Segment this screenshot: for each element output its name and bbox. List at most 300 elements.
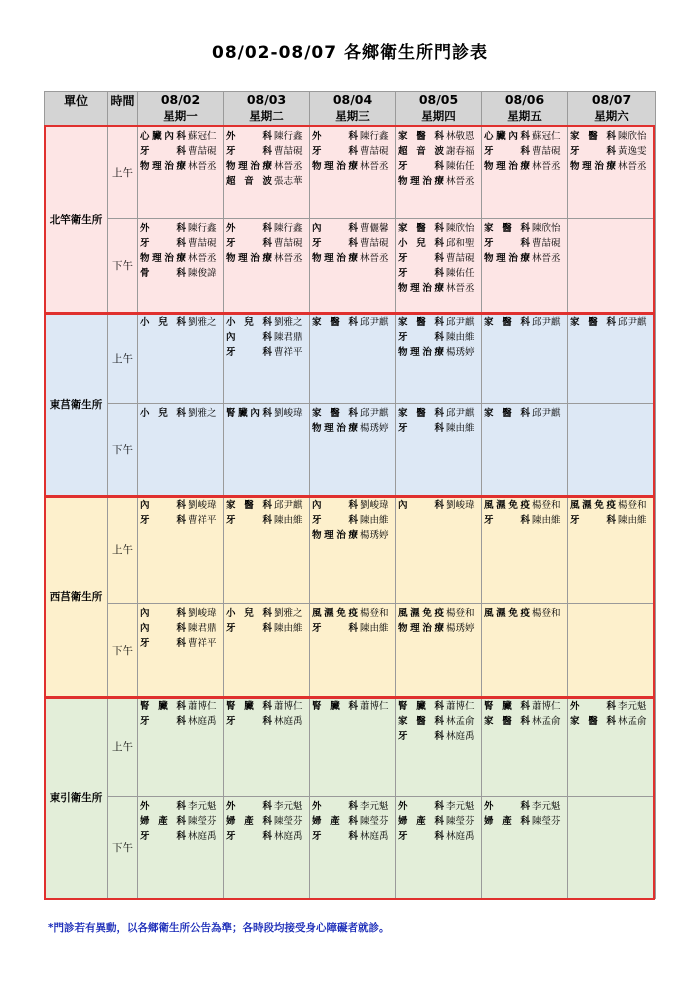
doctor-entry bbox=[226, 621, 309, 636]
doctor-name: 陳由維 bbox=[274, 515, 303, 526]
doctor-entry bbox=[570, 714, 655, 729]
department: 牙 科 bbox=[398, 731, 444, 742]
department: 物理治療 bbox=[226, 161, 272, 172]
doctor-entry bbox=[484, 498, 567, 513]
department: 牙 科 bbox=[312, 238, 358, 249]
doctor-entry bbox=[398, 159, 481, 174]
doctor-name: 劉峻瑋 bbox=[446, 500, 475, 511]
time-slot: 下午 bbox=[108, 604, 138, 697]
department: 牙 科 bbox=[570, 146, 616, 157]
doctor-entry bbox=[570, 699, 655, 714]
header-row bbox=[45, 92, 656, 127]
doctor-name: 陳君鼎 bbox=[188, 623, 217, 634]
doctor-name: 邱尹麒 bbox=[360, 408, 389, 419]
doctor-name: 陳行鑫 bbox=[188, 223, 217, 234]
schedule-cell bbox=[396, 604, 482, 697]
department: 婦產科 bbox=[312, 816, 358, 827]
doctor-name: 林庭禹 bbox=[446, 731, 475, 742]
doctor-entry bbox=[398, 606, 481, 621]
schedule-cell bbox=[310, 219, 396, 313]
doctor-name: 林敬恩 bbox=[446, 131, 475, 142]
day-date: 08/07 bbox=[591, 92, 632, 107]
department: 牙 科 bbox=[312, 623, 358, 634]
doctor-entry bbox=[484, 221, 567, 236]
doctor-name: 林晉丞 bbox=[188, 161, 217, 172]
doctor-name: 曹喆硯 bbox=[188, 238, 217, 249]
department: 牙 科 bbox=[226, 623, 272, 634]
schedule-cell bbox=[138, 404, 224, 496]
schedule-cell bbox=[568, 313, 656, 404]
day-header bbox=[224, 92, 310, 127]
doctor-name: 邱尹麒 bbox=[446, 317, 475, 328]
clinic-name: 北竿衛生所 bbox=[45, 127, 108, 313]
day-date: 08/03 bbox=[246, 92, 287, 107]
department: 家醫科 bbox=[484, 317, 530, 328]
doctor-name: 蕭博仁 bbox=[446, 701, 475, 712]
day-header bbox=[396, 92, 482, 127]
doctor-name: 陳行鑫 bbox=[360, 131, 389, 142]
footnote: *門診若有異動，以各鄉衛生所公告為準；各時段均接受身心障礙者就診。 bbox=[48, 922, 390, 934]
doctor-name: 林庭禹 bbox=[274, 716, 303, 727]
doctor-entry bbox=[140, 266, 223, 281]
doctor-entry bbox=[398, 421, 481, 436]
doctor-name: 楊琇婷 bbox=[446, 347, 475, 358]
doctor-entry bbox=[398, 221, 481, 236]
department: 婦產科 bbox=[140, 816, 186, 827]
department: 小兒科 bbox=[226, 608, 272, 619]
doctor-name: 蕭博仁 bbox=[188, 701, 217, 712]
doctor-entry bbox=[312, 814, 395, 829]
xiju-row-afternoon bbox=[45, 604, 656, 697]
doctor-name: 張志華 bbox=[274, 176, 303, 187]
department: 物理治療 bbox=[140, 161, 186, 172]
department: 外 科 bbox=[312, 801, 358, 812]
doctor-entry bbox=[312, 829, 395, 844]
department: 物理治療 bbox=[140, 253, 186, 264]
department: 風濕免疫 bbox=[398, 608, 444, 619]
department: 家醫科 bbox=[484, 716, 530, 727]
schedule-cell bbox=[138, 496, 224, 604]
doctor-name: 劉峻瑋 bbox=[274, 408, 303, 419]
doctor-entry bbox=[484, 315, 567, 330]
schedule-cell bbox=[310, 496, 396, 604]
doctor-entry bbox=[140, 129, 223, 144]
doctor-name: 曹喆硯 bbox=[360, 238, 389, 249]
department: 超音波 bbox=[398, 146, 444, 157]
doctor-entry bbox=[226, 330, 309, 345]
doctor-entry bbox=[484, 513, 567, 528]
doctor-entry bbox=[312, 315, 395, 330]
doctor-entry bbox=[226, 315, 309, 330]
doctor-entry bbox=[398, 829, 481, 844]
doctor-entry bbox=[312, 513, 395, 528]
doctor-entry bbox=[570, 159, 655, 174]
doctor-entry bbox=[140, 513, 223, 528]
doctor-name: 曹喆硯 bbox=[446, 253, 475, 264]
department: 物理治療 bbox=[226, 253, 272, 264]
doctor-entry bbox=[140, 636, 223, 651]
doctor-entry bbox=[312, 221, 395, 236]
department: 物理治療 bbox=[398, 283, 444, 294]
doctor-name: 林晉丞 bbox=[532, 161, 561, 172]
schedule-cell bbox=[138, 313, 224, 404]
doctor-entry bbox=[226, 144, 309, 159]
doctor-entry bbox=[226, 606, 309, 621]
doctor-entry bbox=[140, 251, 223, 266]
doctor-entry bbox=[570, 144, 655, 159]
doctor-name: 蕭博仁 bbox=[274, 701, 303, 712]
doctor-name: 陳君鼎 bbox=[274, 332, 303, 343]
doctor-entry bbox=[398, 251, 481, 266]
doctor-entry bbox=[140, 406, 223, 421]
doctor-entry bbox=[226, 345, 309, 360]
doctor-entry bbox=[140, 829, 223, 844]
doctor-entry bbox=[398, 498, 481, 513]
doctor-name: 陳俊諱 bbox=[188, 268, 217, 279]
department: 家醫科 bbox=[226, 500, 272, 511]
doctor-name: 李元魁 bbox=[188, 801, 217, 812]
department: 心臟內科 bbox=[140, 131, 186, 142]
doctor-name: 陳欣怡 bbox=[532, 223, 561, 234]
beigan-row-morning bbox=[45, 127, 656, 219]
day-weekday: 星期四 bbox=[421, 109, 456, 123]
day-header bbox=[482, 92, 568, 127]
doctor-name: 曹儷馨 bbox=[360, 223, 389, 234]
department: 家醫科 bbox=[484, 408, 530, 419]
doctor-entry bbox=[398, 129, 481, 144]
department: 外 科 bbox=[226, 131, 272, 142]
day-weekday: 星期三 bbox=[335, 109, 370, 123]
doctor-name: 曹喆硯 bbox=[274, 238, 303, 249]
doctor-name: 曹喆硯 bbox=[188, 146, 217, 157]
department: 牙 科 bbox=[226, 515, 272, 526]
department: 家醫科 bbox=[312, 317, 358, 328]
doctor-name: 楊登和 bbox=[532, 500, 561, 511]
doctor-entry bbox=[484, 159, 567, 174]
department: 牙 科 bbox=[226, 146, 272, 157]
department: 牙 科 bbox=[226, 347, 272, 358]
department: 腎臟科 bbox=[312, 701, 358, 712]
doctor-entry bbox=[226, 513, 309, 528]
doctor-entry bbox=[398, 315, 481, 330]
doctor-entry bbox=[226, 159, 309, 174]
department: 骨 科 bbox=[140, 268, 186, 279]
department: 牙 科 bbox=[312, 515, 358, 526]
schedule-cell bbox=[310, 604, 396, 697]
doctor-name: 李元魁 bbox=[532, 801, 561, 812]
doctor-entry bbox=[398, 281, 481, 296]
doctor-name: 林庭禹 bbox=[188, 831, 217, 842]
day-weekday: 星期一 bbox=[163, 109, 198, 123]
schedule-cell bbox=[310, 313, 396, 404]
doctor-name: 楊登和 bbox=[360, 608, 389, 619]
department: 外 科 bbox=[484, 801, 530, 812]
clinic-schedule-table bbox=[44, 91, 656, 899]
doctor-entry bbox=[312, 606, 395, 621]
day-weekday: 星期二 bbox=[249, 109, 284, 123]
doctor-entry bbox=[226, 406, 309, 421]
doctor-entry bbox=[226, 799, 309, 814]
department: 牙 科 bbox=[398, 332, 444, 343]
department: 牙 科 bbox=[398, 161, 444, 172]
department: 牙 科 bbox=[140, 146, 186, 157]
doctor-name: 李元魁 bbox=[618, 701, 647, 712]
department: 婦產科 bbox=[226, 816, 272, 827]
doctor-entry bbox=[140, 159, 223, 174]
schedule-cell bbox=[138, 604, 224, 697]
doctor-name: 陳佑任 bbox=[446, 268, 475, 279]
department: 小兒科 bbox=[140, 408, 186, 419]
schedule-cell bbox=[482, 604, 568, 697]
doctor-entry bbox=[398, 714, 481, 729]
schedule-cell bbox=[482, 404, 568, 496]
doctor-entry bbox=[226, 814, 309, 829]
doctor-entry bbox=[398, 621, 481, 636]
doctor-entry bbox=[312, 236, 395, 251]
doctor-name: 劉峻瑋 bbox=[188, 608, 217, 619]
doctor-entry bbox=[312, 251, 395, 266]
time-slot: 下午 bbox=[108, 797, 138, 899]
schedule-cell bbox=[310, 697, 396, 797]
doctor-name: 林晉丞 bbox=[274, 253, 303, 264]
department: 家醫科 bbox=[398, 223, 444, 234]
schedule-cell bbox=[568, 797, 656, 899]
doctor-entry bbox=[226, 221, 309, 236]
doctor-name: 陳由維 bbox=[446, 332, 475, 343]
time-header: 時間 bbox=[108, 92, 138, 127]
doctor-name: 邱尹麒 bbox=[618, 317, 647, 328]
schedule-cell bbox=[224, 219, 310, 313]
doctor-entry bbox=[570, 498, 655, 513]
doctor-name: 蕭博仁 bbox=[532, 701, 561, 712]
department: 牙 科 bbox=[398, 268, 444, 279]
doctor-name: 陳由維 bbox=[446, 423, 475, 434]
department: 小兒科 bbox=[398, 238, 444, 249]
doctor-name: 陳欣怡 bbox=[618, 131, 647, 142]
schedule-cell bbox=[224, 697, 310, 797]
doctor-entry bbox=[140, 714, 223, 729]
day-date: 08/02 bbox=[160, 92, 201, 107]
doctor-name: 陳行鑫 bbox=[274, 223, 303, 234]
schedule-cell bbox=[482, 797, 568, 899]
doctor-entry bbox=[484, 799, 567, 814]
department: 外 科 bbox=[226, 223, 272, 234]
day-weekday: 星期五 bbox=[507, 109, 542, 123]
doctor-entry bbox=[312, 528, 395, 543]
doctor-name: 曹喆硯 bbox=[532, 146, 561, 157]
doctor-name: 蘇冠仁 bbox=[532, 131, 561, 142]
department: 物理治療 bbox=[484, 253, 530, 264]
doctor-name: 楊登和 bbox=[618, 500, 647, 511]
department: 風濕免疫 bbox=[484, 608, 530, 619]
doctor-name: 林庭禹 bbox=[360, 831, 389, 842]
department: 內 科 bbox=[140, 623, 186, 634]
schedule-cell bbox=[568, 219, 656, 313]
dongju-row-afternoon bbox=[45, 404, 656, 496]
doctor-entry bbox=[312, 498, 395, 513]
time-slot: 下午 bbox=[108, 404, 138, 496]
doctor-entry bbox=[140, 814, 223, 829]
doctor-entry bbox=[484, 714, 567, 729]
doctor-entry bbox=[140, 144, 223, 159]
doctor-name: 劉雅之 bbox=[188, 317, 217, 328]
department: 超音波 bbox=[226, 176, 272, 187]
department: 家醫科 bbox=[312, 408, 358, 419]
doctor-entry bbox=[398, 174, 481, 189]
schedule-cell bbox=[568, 496, 656, 604]
department: 物理治療 bbox=[570, 161, 616, 172]
department: 牙 科 bbox=[570, 515, 616, 526]
doctor-name: 林庭禹 bbox=[446, 831, 475, 842]
time-slot: 上午 bbox=[108, 127, 138, 219]
schedule-cell bbox=[224, 313, 310, 404]
day-header bbox=[568, 92, 656, 127]
schedule-cell bbox=[482, 697, 568, 797]
doctor-entry bbox=[312, 421, 395, 436]
doctor-name: 林晉丞 bbox=[360, 253, 389, 264]
schedule-cell bbox=[396, 313, 482, 404]
doctor-name: 陳由維 bbox=[274, 623, 303, 634]
doctor-entry bbox=[226, 129, 309, 144]
doctor-name: 劉雅之 bbox=[274, 608, 303, 619]
department: 腎臟科 bbox=[140, 701, 186, 712]
department: 牙 科 bbox=[312, 146, 358, 157]
doctor-name: 邱尹麒 bbox=[446, 408, 475, 419]
doctor-name: 曹喆硯 bbox=[532, 238, 561, 249]
unit-header: 單位 bbox=[45, 92, 108, 127]
department: 家醫科 bbox=[484, 223, 530, 234]
schedule-cell bbox=[568, 697, 656, 797]
doctor-name: 陳瑩芬 bbox=[188, 816, 217, 827]
department: 牙 科 bbox=[398, 423, 444, 434]
schedule-cell bbox=[310, 127, 396, 219]
doctor-name: 曹祥平 bbox=[188, 638, 217, 649]
doctor-entry bbox=[312, 799, 395, 814]
doctor-entry bbox=[140, 315, 223, 330]
schedule-cell bbox=[396, 404, 482, 496]
day-header bbox=[310, 92, 396, 127]
schedule-cell bbox=[568, 127, 656, 219]
department: 內 科 bbox=[140, 500, 186, 511]
doctor-name: 曹祥平 bbox=[274, 347, 303, 358]
department: 家醫科 bbox=[398, 131, 444, 142]
doctor-name: 林庭禹 bbox=[188, 716, 217, 727]
doctor-entry bbox=[484, 251, 567, 266]
clinic-name: 東引衛生所 bbox=[45, 697, 108, 899]
doctor-name: 劉雅之 bbox=[274, 317, 303, 328]
doctor-entry bbox=[398, 814, 481, 829]
doctor-entry bbox=[398, 266, 481, 281]
department: 內 科 bbox=[312, 500, 358, 511]
dongju-row-morning bbox=[45, 313, 656, 404]
doctor-entry bbox=[484, 406, 567, 421]
doctor-name: 林孟俞 bbox=[532, 716, 561, 727]
doctor-entry bbox=[570, 315, 655, 330]
department: 外 科 bbox=[312, 131, 358, 142]
doctor-name: 李元魁 bbox=[446, 801, 475, 812]
doctor-entry bbox=[312, 699, 395, 714]
doctor-name: 林晉丞 bbox=[274, 161, 303, 172]
day-weekday: 星期六 bbox=[594, 109, 629, 123]
doctor-entry bbox=[140, 799, 223, 814]
doctor-entry bbox=[312, 129, 395, 144]
doctor-entry bbox=[484, 814, 567, 829]
doctor-name: 陳瑩芬 bbox=[532, 816, 561, 827]
doctor-entry bbox=[398, 144, 481, 159]
schedule-cell bbox=[138, 697, 224, 797]
department: 家醫科 bbox=[570, 317, 616, 328]
doctor-entry bbox=[484, 129, 567, 144]
doctor-name: 曹喆硯 bbox=[274, 146, 303, 157]
schedule-cell bbox=[396, 797, 482, 899]
department: 風濕免疫 bbox=[484, 500, 530, 511]
doctor-name: 陳瑩芬 bbox=[446, 816, 475, 827]
doctor-entry bbox=[398, 799, 481, 814]
doctor-name: 邱尹麒 bbox=[532, 408, 561, 419]
xiju-row-morning bbox=[45, 496, 656, 604]
department: 牙 科 bbox=[312, 831, 358, 842]
department: 內 科 bbox=[398, 500, 444, 511]
doctor-entry bbox=[398, 330, 481, 345]
department: 牙 科 bbox=[398, 831, 444, 842]
doctor-entry bbox=[226, 251, 309, 266]
doctor-entry bbox=[140, 236, 223, 251]
schedule-cell bbox=[568, 604, 656, 697]
department: 牙 科 bbox=[140, 716, 186, 727]
doctor-entry bbox=[398, 699, 481, 714]
schedule-cell bbox=[310, 797, 396, 899]
dongyin-row-morning bbox=[45, 697, 656, 797]
doctor-name: 陳由維 bbox=[618, 515, 647, 526]
doctor-name: 邱尹麒 bbox=[532, 317, 561, 328]
department: 內 科 bbox=[140, 608, 186, 619]
department: 牙 科 bbox=[484, 515, 530, 526]
doctor-entry bbox=[226, 714, 309, 729]
doctor-name: 楊琇婷 bbox=[360, 423, 389, 434]
doctor-name: 楊琇婷 bbox=[360, 530, 389, 541]
doctor-entry bbox=[484, 699, 567, 714]
department: 婦產科 bbox=[484, 816, 530, 827]
schedule-cell bbox=[396, 219, 482, 313]
doctor-name: 黃逸雯 bbox=[618, 146, 647, 157]
department: 腎臟科 bbox=[484, 701, 530, 712]
doctor-entry bbox=[570, 513, 655, 528]
doctor-name: 林晉丞 bbox=[532, 253, 561, 264]
schedule-cell bbox=[396, 496, 482, 604]
department: 外 科 bbox=[570, 701, 616, 712]
department: 家醫科 bbox=[398, 317, 444, 328]
department: 牙 科 bbox=[226, 831, 272, 842]
doctor-name: 蘇冠仁 bbox=[188, 131, 217, 142]
schedule-cell bbox=[482, 496, 568, 604]
department: 牙 科 bbox=[484, 238, 530, 249]
doctor-entry bbox=[398, 236, 481, 251]
department: 內 科 bbox=[226, 332, 272, 343]
doctor-entry bbox=[226, 174, 309, 189]
doctor-name: 楊登和 bbox=[446, 608, 475, 619]
schedule-cell bbox=[224, 127, 310, 219]
doctor-name: 邱尹麒 bbox=[360, 317, 389, 328]
doctor-entry bbox=[312, 406, 395, 421]
doctor-name: 陳瑩芬 bbox=[274, 816, 303, 827]
doctor-name: 邱尹麒 bbox=[274, 500, 303, 511]
day-date: 08/05 bbox=[418, 92, 459, 107]
doctor-entry bbox=[312, 144, 395, 159]
doctor-name: 謝春福 bbox=[446, 146, 475, 157]
department: 腎臟內科 bbox=[226, 408, 272, 419]
doctor-entry bbox=[484, 606, 567, 621]
department: 小兒科 bbox=[140, 317, 186, 328]
